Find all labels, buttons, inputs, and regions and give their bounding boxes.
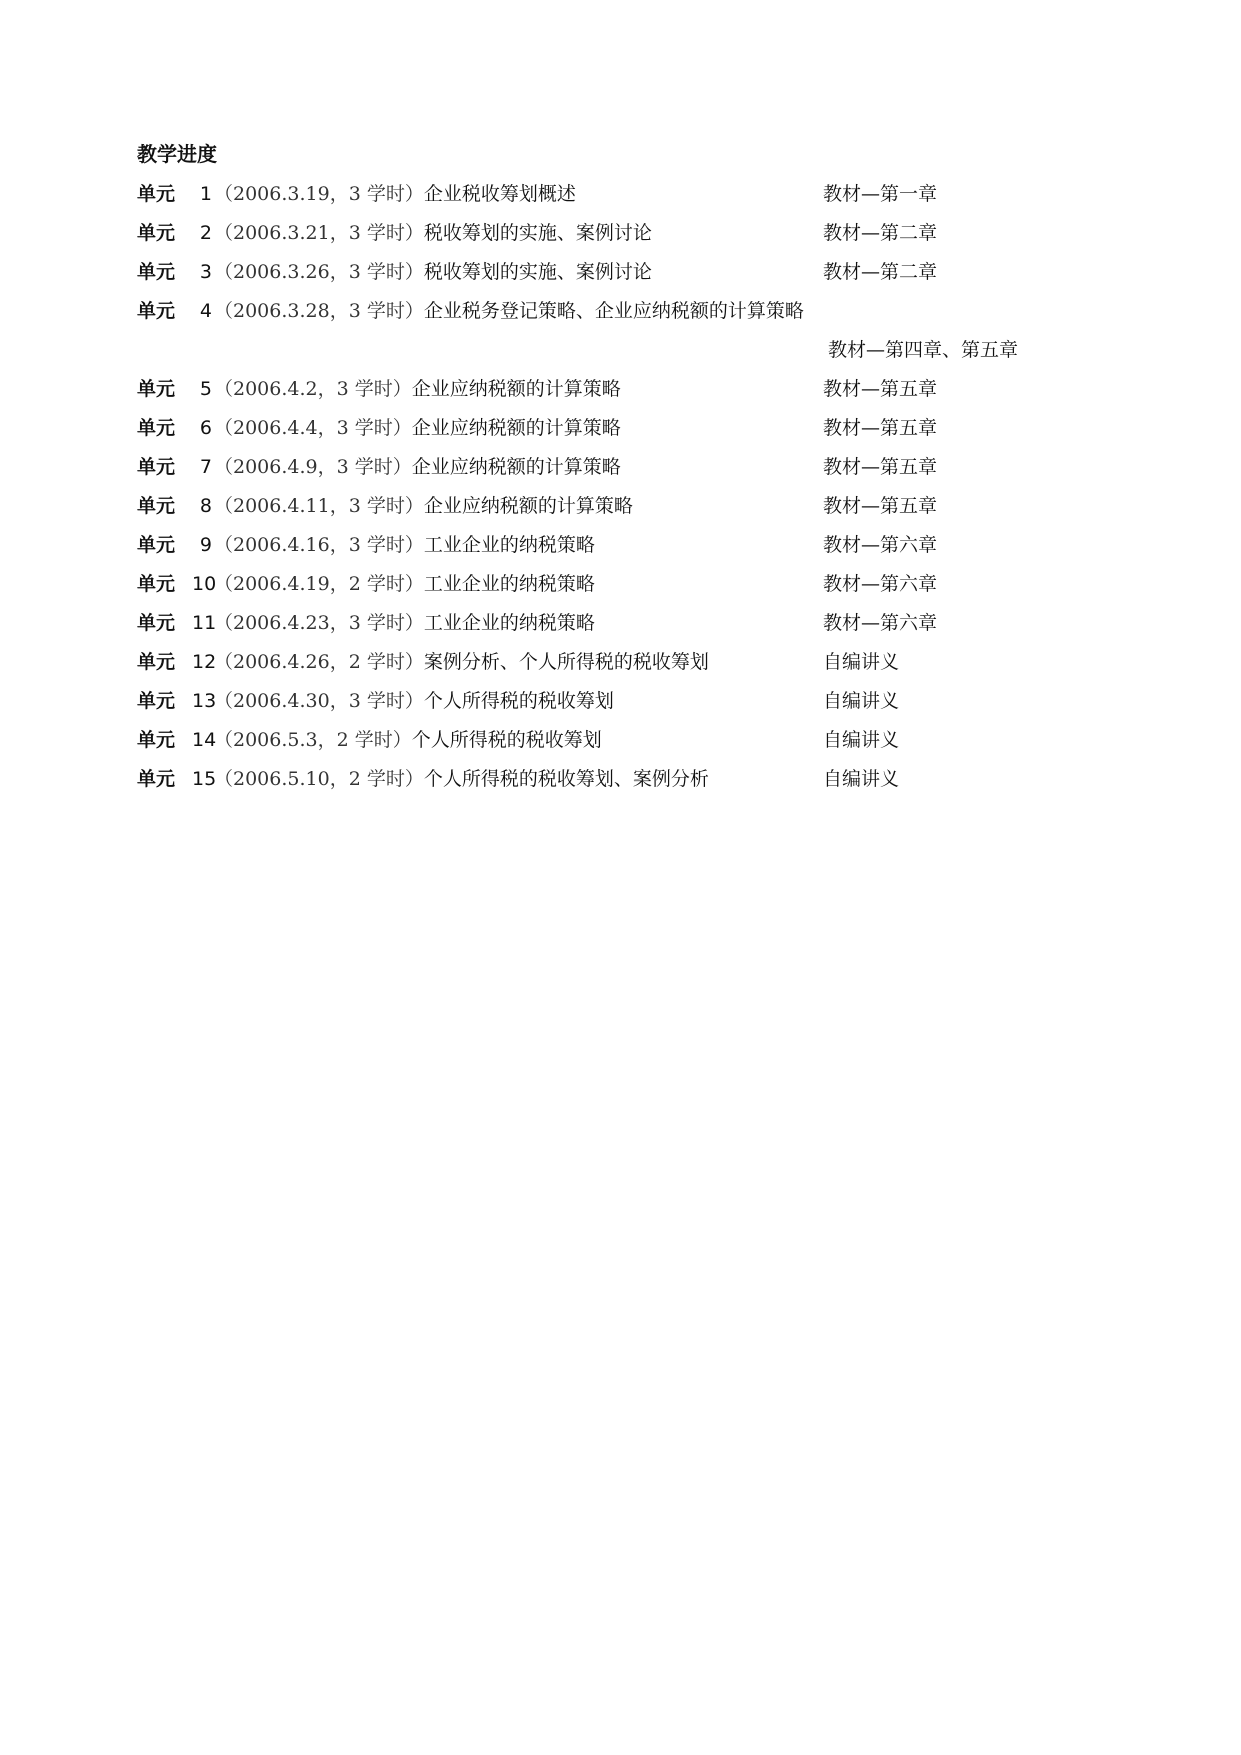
- unit-date-hours: （2006.3.26，3 学时）: [214, 261, 424, 283]
- unit-reference: 教材—第五章: [823, 378, 938, 400]
- unit-reference: 自编讲义: [823, 690, 900, 712]
- unit-label: 单元: [137, 768, 176, 790]
- schedule-row: [137, 724, 1097, 763]
- unit-reference: 教材—第五章: [823, 495, 938, 517]
- unit-description: [214, 258, 652, 286]
- unit-description: [214, 180, 576, 208]
- unit-number: 9: [199, 534, 212, 556]
- unit-topic: 企业应纳税额的计算策略: [411, 378, 621, 400]
- unit-label: 单元: [137, 534, 176, 556]
- unit-date-hours: （2006.4.19，2 学时）: [214, 573, 424, 595]
- unit-description: [214, 570, 595, 598]
- unit-description: [214, 297, 804, 325]
- unit-reference: 教材—第二章: [823, 261, 938, 283]
- unit-description: [214, 453, 621, 481]
- unit-topic: 工业企业的纳税策略: [423, 612, 595, 634]
- unit-number: 6: [199, 417, 212, 439]
- unit-label: 单元: [137, 378, 176, 400]
- unit-number: 12: [192, 651, 217, 673]
- unit-label: 单元: [137, 300, 176, 322]
- schedule-row-continuation: [137, 334, 1097, 373]
- unit-date-hours: （2006.4.16，3 学时）: [214, 534, 424, 556]
- unit-topic: 企业应纳税额的计算策略: [411, 417, 621, 439]
- unit-number: 8: [199, 495, 212, 517]
- schedule-row: [137, 490, 1097, 529]
- unit-label: 单元: [137, 417, 176, 439]
- unit-number: 11: [192, 612, 217, 634]
- unit-date-hours: （2006.4.11，3 学时）: [214, 495, 424, 517]
- schedule-row: [137, 451, 1097, 490]
- unit-number: 1: [199, 183, 212, 205]
- unit-number: 14: [192, 729, 217, 751]
- unit-date-hours: （2006.3.21，3 学时）: [214, 222, 424, 244]
- unit-label: 单元: [137, 690, 176, 712]
- unit-description: [214, 492, 633, 520]
- unit-topic: 企业应纳税额的计算策略: [411, 456, 621, 478]
- schedule-row: [137, 178, 1097, 217]
- unit-number: 3: [199, 261, 212, 283]
- unit-date-hours: （2006.4.30，3 学时）: [214, 690, 424, 712]
- unit-date-hours: （2006.5.3，2 学时）: [214, 729, 412, 751]
- unit-label: 单元: [137, 261, 176, 283]
- unit-date-hours: （2006.3.19，3 学时）: [214, 183, 424, 205]
- unit-number: 15: [192, 768, 217, 790]
- schedule-row: [137, 256, 1097, 295]
- unit-label: 单元: [137, 729, 176, 751]
- schedule-row: [137, 412, 1097, 451]
- unit-reference: 教材—第六章: [823, 534, 938, 556]
- schedule-row: [137, 568, 1097, 607]
- unit-topic: 税收筹划的实施、案例讨论: [423, 261, 652, 283]
- unit-label: 单元: [137, 456, 176, 478]
- unit-topic: 工业企业的纳税策略: [423, 534, 595, 556]
- unit-date-hours: （2006.4.23，3 学时）: [214, 612, 424, 634]
- unit-date-hours: （2006.4.26，2 学时）: [214, 651, 424, 673]
- unit-reference: 教材—第二章: [823, 222, 938, 244]
- unit-description: [214, 687, 614, 715]
- unit-reference: 教材—第六章: [823, 573, 938, 595]
- unit-topic: 税收筹划的实施、案例讨论: [423, 222, 652, 244]
- unit-label: 单元: [137, 612, 176, 634]
- unit-description: [214, 414, 621, 442]
- unit-label: 单元: [137, 573, 176, 595]
- unit-label: 单元: [137, 651, 176, 673]
- unit-reference: 自编讲义: [823, 651, 900, 673]
- unit-topic: 个人所得税的税收筹划: [423, 690, 614, 712]
- schedule-row: [137, 295, 1097, 334]
- unit-description: [214, 765, 709, 793]
- unit-number: 13: [192, 690, 217, 712]
- unit-topic: 工业企业的纳税策略: [423, 573, 595, 595]
- unit-date-hours: （2006.3.28，3 学时）: [214, 300, 424, 322]
- unit-date-hours: （2006.4.4，3 学时）: [214, 417, 412, 439]
- unit-reference: 自编讲义: [823, 768, 900, 790]
- unit-number: 2: [199, 222, 212, 244]
- unit-date-hours: （2006.4.9，3 学时）: [214, 456, 412, 478]
- unit-date-hours: （2006.4.2，3 学时）: [214, 378, 412, 400]
- unit-topic: 个人所得税的税收筹划: [411, 729, 602, 751]
- unit-reference: 教材—第五章: [823, 417, 938, 439]
- unit-description: [214, 375, 621, 403]
- unit-label: 单元: [137, 183, 176, 205]
- schedule-row: [137, 373, 1097, 412]
- schedule-row: [137, 607, 1097, 646]
- unit-reference: 教材—第一章: [823, 183, 938, 205]
- unit-number: 4: [199, 300, 212, 322]
- unit-label: 单元: [137, 495, 176, 517]
- schedule-row: [137, 217, 1097, 256]
- unit-topic: 案例分析、个人所得税的税收筹划: [423, 651, 709, 673]
- unit-topic: 个人所得税的税收筹划、案例分析: [423, 768, 709, 790]
- unit-description: [214, 609, 595, 637]
- schedule-row: [137, 685, 1097, 724]
- unit-number: 10: [192, 573, 217, 595]
- unit-number: 7: [199, 456, 212, 478]
- schedule-row: [137, 529, 1097, 568]
- unit-description: [214, 648, 709, 676]
- unit-topic: 企业应纳税额的计算策略: [423, 495, 633, 517]
- unit-number: 5: [199, 378, 212, 400]
- unit-reference: 教材—第六章: [823, 612, 938, 634]
- unit-description: [214, 219, 652, 247]
- unit-description: [214, 726, 602, 754]
- unit-topic: 企业税务登记策略、企业应纳税额的计算策略: [423, 300, 804, 322]
- page-title: 教学进度: [137, 142, 217, 166]
- unit-date-hours: （2006.5.10，2 学时）: [214, 768, 424, 790]
- unit-description: [214, 531, 595, 559]
- schedule-row: [137, 646, 1097, 685]
- unit-topic: 企业税收筹划概述: [423, 183, 576, 205]
- unit-reference: 教材—第五章: [823, 456, 938, 478]
- unit-label: 单元: [137, 222, 176, 244]
- schedule-list: [137, 178, 1097, 802]
- unit-reference: 教材—第四章、第五章: [828, 339, 1019, 361]
- schedule-row: [137, 763, 1097, 802]
- unit-reference: 自编讲义: [823, 729, 900, 751]
